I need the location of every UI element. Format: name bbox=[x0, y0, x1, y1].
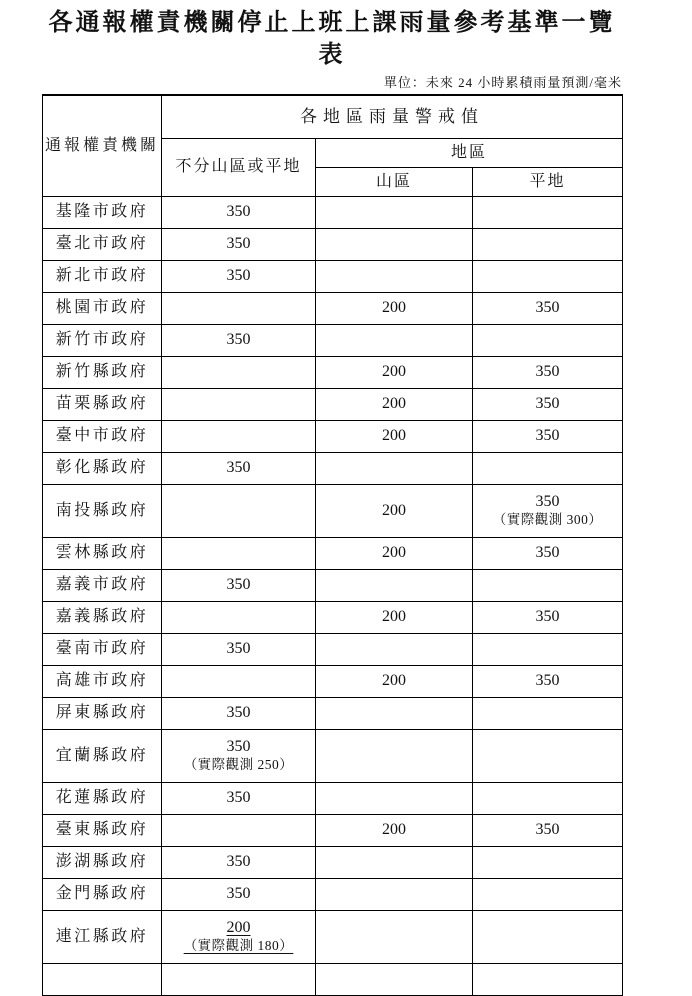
mountain-cell bbox=[316, 697, 473, 729]
flat-cell: 350 bbox=[473, 420, 623, 452]
agency-cell: 臺北市政府 bbox=[43, 228, 162, 260]
no-distinction-cell: 350 bbox=[162, 697, 316, 729]
no-distinction-cell bbox=[162, 484, 316, 537]
table-row bbox=[43, 196, 623, 228]
col-header-flat: 平地 bbox=[473, 167, 623, 196]
page-title: 各通報權責機關停止上班上課雨量參考基準一覽表 bbox=[48, 10, 616, 69]
no-distinction-cell: 350 bbox=[162, 878, 316, 910]
document-page bbox=[0, 7, 692, 996]
no-distinction-cell bbox=[162, 665, 316, 697]
agency-cell: 高雄市政府 bbox=[43, 665, 162, 697]
rain-value: 200 bbox=[226, 919, 251, 937]
no-distinction-cell bbox=[162, 356, 316, 388]
flat-cell bbox=[473, 846, 623, 878]
col-header-no-distinction: 不分山區或平地 bbox=[162, 138, 316, 196]
no-distinction-cell bbox=[162, 814, 316, 846]
table-row bbox=[43, 537, 623, 569]
no-distinction-cell: 350 bbox=[162, 569, 316, 601]
flat-cell bbox=[473, 324, 623, 356]
flat-cell: 350 bbox=[473, 356, 623, 388]
mountain-cell: 200 bbox=[316, 665, 473, 697]
no-distinction-cell bbox=[162, 601, 316, 633]
rain-note: （實際觀測 250） bbox=[183, 757, 294, 773]
agency-cell: 嘉義市政府 bbox=[43, 569, 162, 601]
flat-cell bbox=[473, 196, 623, 228]
table-row bbox=[43, 633, 623, 665]
mountain-cell: 200 bbox=[316, 356, 473, 388]
flat-cell: 350 bbox=[473, 601, 623, 633]
mountain-cell bbox=[316, 452, 473, 484]
no-distinction-cell bbox=[162, 420, 316, 452]
mountain-cell: 200 bbox=[316, 420, 473, 452]
no-distinction-cell: 350 bbox=[162, 452, 316, 484]
mountain-cell bbox=[316, 729, 473, 782]
mountain-cell: 200 bbox=[316, 537, 473, 569]
rain-note: （實際觀測 300） bbox=[492, 512, 603, 528]
col-header-region: 地區 bbox=[316, 138, 623, 167]
flat-cell bbox=[473, 633, 623, 665]
mountain-cell bbox=[316, 260, 473, 292]
mountain-cell bbox=[316, 878, 473, 910]
rainfall-threshold-table bbox=[42, 94, 623, 996]
agency-cell: 臺南市政府 bbox=[43, 633, 162, 665]
rain-value: 350 bbox=[226, 738, 251, 756]
flat-cell bbox=[473, 729, 623, 782]
flat-cell bbox=[473, 484, 623, 537]
table-row bbox=[43, 846, 623, 878]
mountain-cell: 200 bbox=[316, 814, 473, 846]
mountain-cell bbox=[316, 228, 473, 260]
flat-cell: 350 bbox=[473, 537, 623, 569]
no-distinction-cell bbox=[162, 292, 316, 324]
flat-cell bbox=[473, 228, 623, 260]
table-row bbox=[43, 356, 623, 388]
no-distinction-cell: 350 bbox=[162, 228, 316, 260]
table-row bbox=[43, 388, 623, 420]
agency-cell: 新北市政府 bbox=[43, 260, 162, 292]
flat-cell: 350 bbox=[473, 665, 623, 697]
table-row bbox=[43, 665, 623, 697]
mountain-cell: 200 bbox=[316, 388, 473, 420]
flat-cell bbox=[473, 878, 623, 910]
flat-cell: 350 bbox=[473, 388, 623, 420]
flat-cell: 350 bbox=[473, 814, 623, 846]
agency-cell: 澎湖縣政府 bbox=[43, 846, 162, 878]
mountain-cell bbox=[316, 569, 473, 601]
table-row bbox=[43, 228, 623, 260]
no-distinction-cell: 350 bbox=[162, 324, 316, 356]
table-row bbox=[43, 697, 623, 729]
rain-note: （實際觀測 180） bbox=[183, 938, 294, 954]
table-row bbox=[43, 452, 623, 484]
agency-cell: 嘉義縣政府 bbox=[43, 601, 162, 633]
col-header-warning-group: 各地區雨量警戒值 bbox=[162, 95, 623, 139]
agency-cell: 屏東縣政府 bbox=[43, 697, 162, 729]
agency-cell: 基隆市政府 bbox=[43, 196, 162, 228]
table-row bbox=[43, 569, 623, 601]
flat-cell bbox=[473, 782, 623, 814]
agency-cell: 宜蘭縣政府 bbox=[43, 729, 162, 782]
mountain-cell bbox=[316, 963, 473, 995]
rain-value: 350 bbox=[535, 493, 560, 511]
col-header-agency: 通報權責機關 bbox=[43, 95, 162, 197]
no-distinction-cell bbox=[162, 388, 316, 420]
flat-cell bbox=[473, 963, 623, 995]
mountain-cell bbox=[316, 782, 473, 814]
no-distinction-cell bbox=[162, 963, 316, 995]
mountain-cell bbox=[316, 196, 473, 228]
agency-cell: 新竹縣政府 bbox=[43, 356, 162, 388]
table-row bbox=[43, 292, 623, 324]
mountain-cell bbox=[316, 633, 473, 665]
agency-cell: 金門縣政府 bbox=[43, 878, 162, 910]
table-row bbox=[43, 484, 623, 537]
agency-cell: 花蓮縣政府 bbox=[43, 782, 162, 814]
agency-cell: 南投縣政府 bbox=[43, 484, 162, 537]
no-distinction-cell: 350 bbox=[162, 196, 316, 228]
table-row bbox=[43, 782, 623, 814]
mountain-cell: 200 bbox=[316, 601, 473, 633]
unit-note: 單位：未來 24 小時累積雨量預測/毫米 bbox=[383, 74, 622, 90]
agency-cell: 新竹市政府 bbox=[43, 324, 162, 356]
flat-cell bbox=[473, 569, 623, 601]
agency-cell: 彰化縣政府 bbox=[43, 452, 162, 484]
mountain-cell bbox=[316, 324, 473, 356]
mountain-cell: 200 bbox=[316, 484, 473, 537]
agency-cell: 臺東縣政府 bbox=[43, 814, 162, 846]
header-row-1 bbox=[43, 95, 623, 139]
agency-cell bbox=[43, 963, 162, 995]
flat-cell bbox=[473, 260, 623, 292]
col-header-mountain: 山區 bbox=[316, 167, 473, 196]
no-distinction-cell: 350 bbox=[162, 782, 316, 814]
flat-cell bbox=[473, 452, 623, 484]
no-distinction-cell: 350 bbox=[162, 633, 316, 665]
no-distinction-cell bbox=[162, 729, 316, 782]
agency-cell: 連江縣政府 bbox=[43, 910, 162, 963]
table-row bbox=[43, 878, 623, 910]
table-row bbox=[43, 814, 623, 846]
agency-cell: 雲林縣政府 bbox=[43, 537, 162, 569]
no-distinction-cell bbox=[162, 537, 316, 569]
flat-cell: 350 bbox=[473, 292, 623, 324]
no-distinction-cell: 350 bbox=[162, 260, 316, 292]
table-row bbox=[43, 260, 623, 292]
table-row bbox=[43, 324, 623, 356]
mountain-cell: 200 bbox=[316, 292, 473, 324]
agency-cell: 桃園市政府 bbox=[43, 292, 162, 324]
table-row bbox=[43, 601, 623, 633]
flat-cell bbox=[473, 697, 623, 729]
table-row bbox=[43, 729, 623, 782]
table-row bbox=[43, 420, 623, 452]
agency-cell: 苗栗縣政府 bbox=[43, 388, 162, 420]
agency-cell: 臺中市政府 bbox=[43, 420, 162, 452]
table-row-partial bbox=[43, 963, 623, 995]
mountain-cell bbox=[316, 846, 473, 878]
no-distinction-cell: 350 bbox=[162, 846, 316, 878]
